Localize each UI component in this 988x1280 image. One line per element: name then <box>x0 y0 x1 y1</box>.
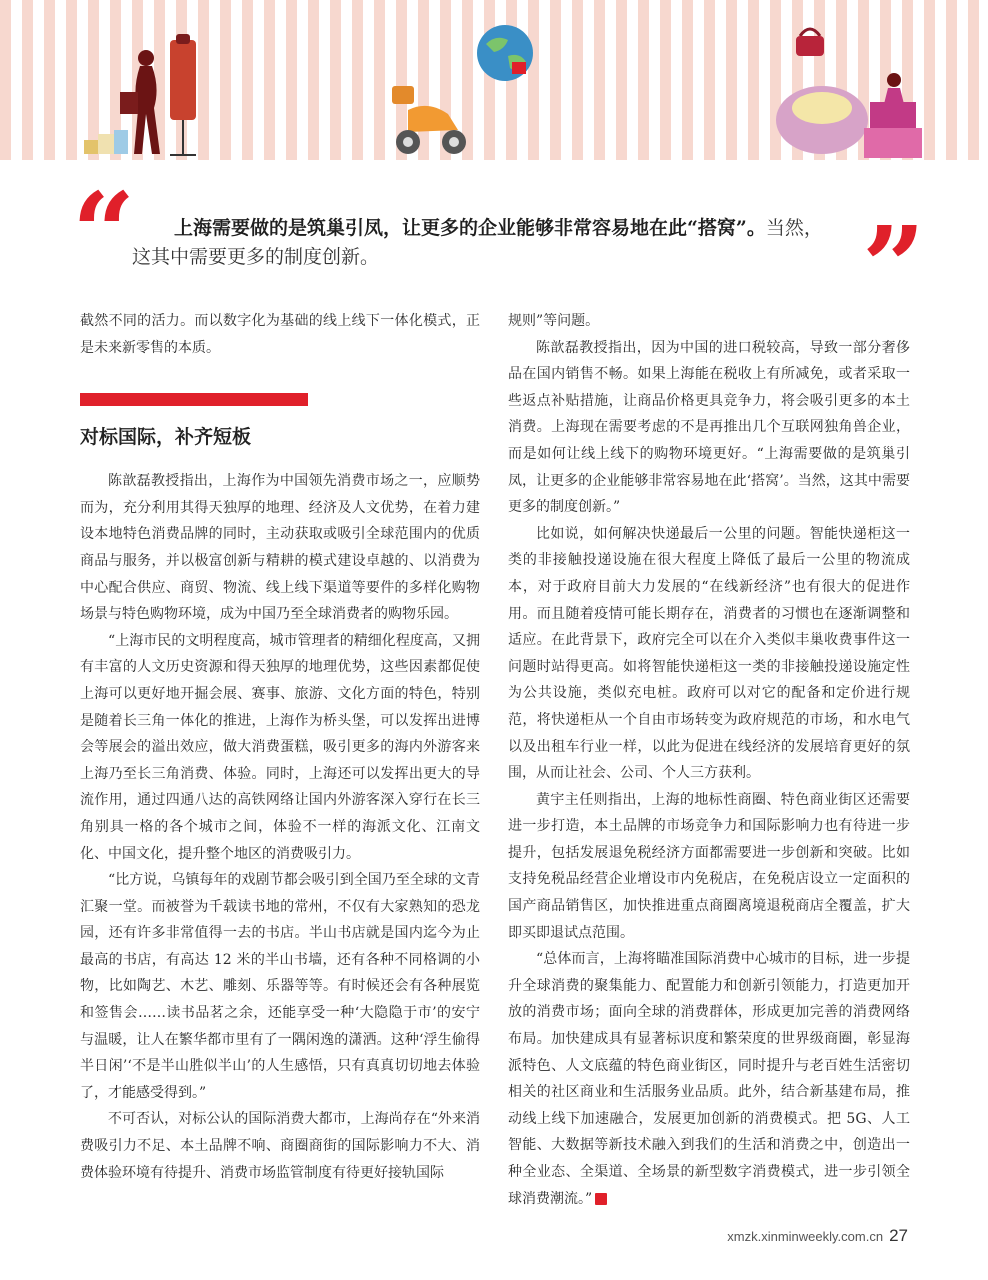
page-number: 27 <box>889 1226 908 1245</box>
section-heading: 对标国际，补齐短板 <box>80 426 252 449</box>
page-footer <box>727 1226 908 1246</box>
paragraph: “比方说，乌镇每年的戏剧节都会吸引到全国乃至全球的文青汇聚一堂。而被誉为千载读书地的常州，不仅有大家熟知的恐龙园，还有许多非常值得一去的书店。半山书店就是国内迄今为止最高的书店，有高达 12 米的半山书墙，还有各种不同格调的小物，比如陶艺、木艺、雕刻、乐器等等。有时候还会有各种展览和签售会……读书品茗之余，还能享受一种‘大隐隐于市’的安宁与温暖，让人在繁华都市里有了一隅闲逸的潇洒。这种‘浮生偷得半日闲’‘不是半山胜似半山’的人生感悟，只有真真切切地去体验了，才能感受得到。” <box>80 872 480 1101</box>
header-banner <box>0 0 988 160</box>
paragraph: 陈歆磊教授指出，因为中国的进口税较高，导致一部分奢侈品在国内销售不畅。如果上海能在税收上有所减免，或者采取一些返点补贴措施，让商品价格更具竞争力，将会吸引更多的本土消费。上海现在需要考虑的不是再推出几个互联网独角兽企业，而是如何让线上线下的购物环境更好。“上海需要做的是筑巢引凤，让更多的企业能够非常容易地在此‘搭窝’。当然，这其中需要更多的制度创新。” <box>508 339 910 516</box>
gift-boxes-illustration <box>770 60 930 160</box>
paragraph: 截然不同的活力。而以数字化为基础的线上线下一体化模式，正是未来新零售的本质。 <box>80 313 480 356</box>
pull-quote-tail: 当然， <box>765 217 823 239</box>
paragraph: 规则”等问题。 <box>508 313 600 329</box>
footer-url[interactable]: xmzk.xinminweekly.com.cn <box>727 1229 884 1244</box>
pull-quote-bold: 上海需要做的是筑巢引凤，让更多的企业能够非常容易地在此“搭窝”。 <box>174 217 766 239</box>
left-column <box>80 308 480 1186</box>
right-column <box>508 308 910 1212</box>
pull-quote-line2: 这其中需要更多的制度创新。 <box>132 246 380 268</box>
close-quote-icon: ” <box>862 202 926 331</box>
paragraph-text: “总体而言，上海将瞄准国际消费中心城市的目标，进一步提升全球消费的聚集能力、配置能力和创新引领能力，打造更加开放的消费市场；面向全球的消费群体，形成更加完善的消费网络布局。加快建成具有显著标识度和繁荣度的世界级商圈，彰显海派特色、人文底蕴的特色商业街区，同时提升与老百姓生活密切相关的社区商业和生活服务业品质。此外，结合新基建布局，推动线上线下加速融合，发展更加创新的消费模式。把 5G、人工智能、大数据等新技术融入到我们的生活和消费之中，创造出一种全业态、全渠道、全场景的新型数字消费模式，进一步引领全球消费潮流。” <box>508 951 910 1207</box>
paragraph: 不可否认，对标公认的国际消费大都市，上海尚存在“外来消费吸引力不足、本土品牌不响、商圈商街的国际影响力不大、消费体验环境有待提升、消费市场监管制度有待更好接轨国际 <box>80 1111 480 1181</box>
paragraph: 比如说，如何解决快递最后一公里的问题。智能快递柜这一类的非接触投递设施在很大程度上降低了最后一公里的物流成本，对于政府目前大力发展的“在线新经济”也有很大的促进作用。而且随着疫情可能长期存在，消费者的习惯也在逐渐调整和适应。在此背景下，政府完全可以在介入类似丰巢收费事件这一问题时站得更高。如将智能快递柜这一类的非接触投递设施定性为公共设施，类似充电桩。政府可以对它的配备和定价进行规范，将快递柜从一个自由市场转变为政府规范的市场，和水电气以及出租车行业一样，以此为促进在线经济的发展培育更好的氛围，从而让社会、公司、个人三方获利。 <box>508 525 910 782</box>
paragraph: “上海市民的文明程度高，城市管理者的精细化程度高，又拥有丰富的人文历史资源和得天独厚的地理优势，这些因素都促使上海可以更好地开掘会展、赛事、旅游、文化方面的特色，特别是随着长三角一体化的推进，上海作为桥头堡，可以发挥出进博会等展会的溢出效应，做大消费蛋糕，吸引更多的海内外游客来上海乃至长三角消费、体验。同时，上海还可以发挥出更大的导流作用，通过四通八达的高铁网络让国内外游客深入穿行在长三角别具一格的各个城市之间，体验不一样的海派文化、江南文化、中国文化，提升整个地区的消费吸引力。 <box>80 632 480 862</box>
scooter-icon <box>388 80 472 160</box>
globe-icon <box>474 22 536 84</box>
shopper-illustration <box>80 30 210 160</box>
handbag-icon <box>790 20 830 60</box>
pull-quote <box>132 214 852 272</box>
paragraph <box>508 946 910 1212</box>
end-mark-icon: 民 <box>595 1193 607 1205</box>
section-divider <box>80 393 308 406</box>
paragraph: 陈歆磊教授指出，上海作为中国领先消费市场之一，应顺势而为，充分利用其得天独厚的地理、经济及人文优势，在着力建设本地特色消费品牌的同时，主动获取或吸引全球范围内的优质商品与服务，并以极富创新与精耕的模式建设卓越的、以消费为中心配合供应、商贸、物流、线上线下渠道等要件的多样化购物场景与特色购物环境，成为中国乃至全球消费者的购物乐园。 <box>80 473 480 623</box>
open-quote-icon: “ <box>72 168 136 297</box>
paragraph: 黄宇主任则指出，上海的地标性商圈、特色商业街区还需要进一步打造，本土品牌的市场竞争力和国际影响力也有待进一步提升，包括发展退免税经济方面都需要进一步创新和突破。比如支持免税品经营企业增设市内免税店，在免税店设立一定面积的国产商品销售区，加快推进重点商圈离境退税商店全覆盖，扩大即买即退试点范围。 <box>508 791 910 941</box>
